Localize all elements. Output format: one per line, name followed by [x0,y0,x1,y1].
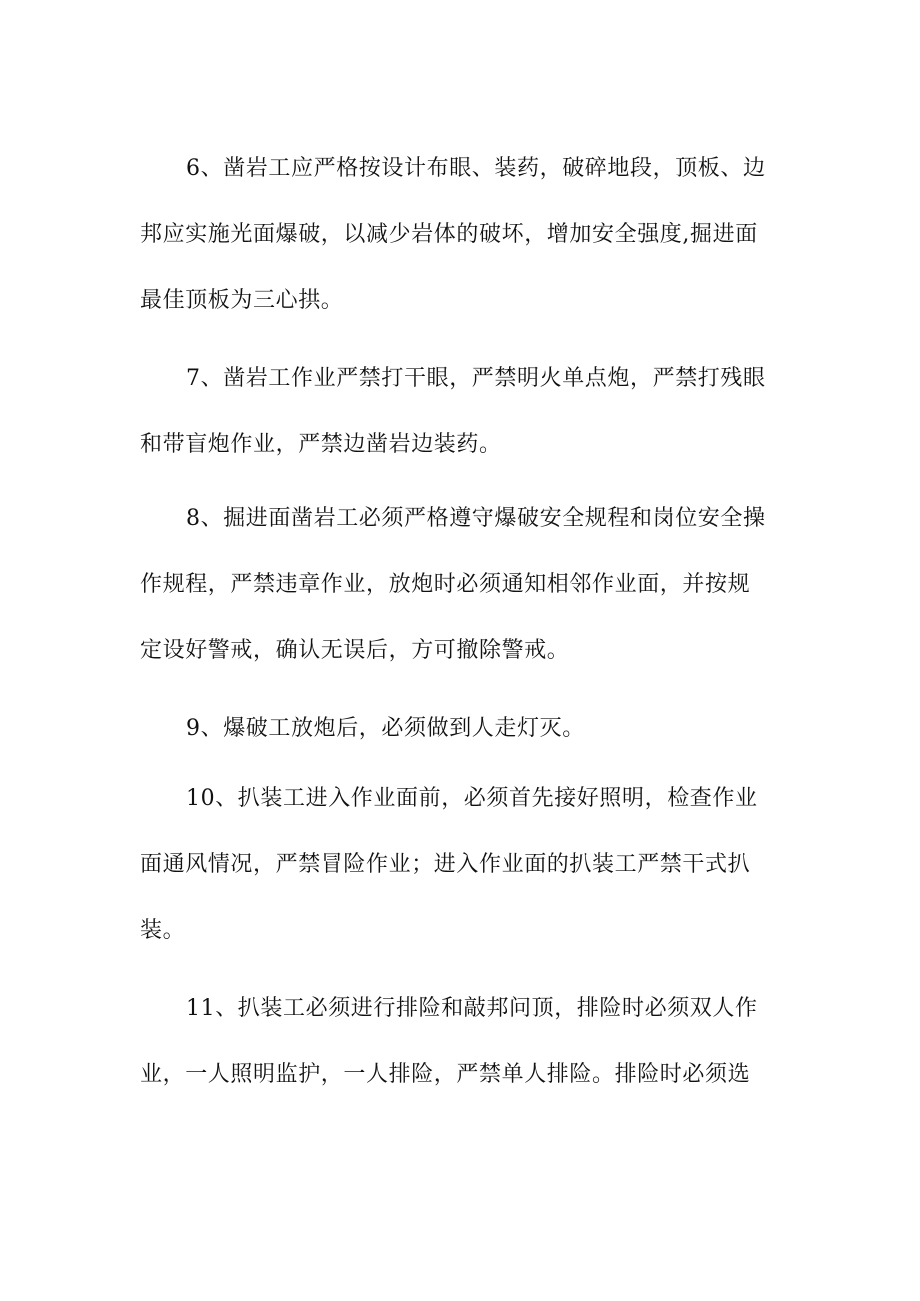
paragraph-line: 8、掘进面凿岩工必须严格遵守爆破安全规程和岗位安全操 [186,506,766,531]
paragraph-6 [140,136,780,334]
paragraph-line: 邦应实施光面爆破，以减少岩体的破坏，增加安全强度,掘进面 [140,222,758,247]
paragraph-8 [140,486,780,684]
paragraph-line: 最佳顶板为三心拱。 [140,288,344,313]
paragraph-line: 装。 [140,918,186,943]
paragraph-11 [140,976,780,1108]
paragraph-line: 定设好警戒，确认无误后，方可撤除警戒。 [140,638,570,663]
paragraph-line: 6、凿岩工应严格按设计布眼、装药，破碎地段，顶板、边 [186,156,766,181]
paragraph-7 [140,346,780,478]
paragraph-line: 10、扒装工进入作业面前，必须首先接好照明，检查作业 [186,786,758,811]
paragraph-10 [140,766,780,964]
paragraph-line: 作规程，严禁违章作业，放炮时必须通知相邻作业面，并按规 [140,572,751,597]
paragraph-line: 面通风情况，严禁冒险作业；进入作业面的扒装工严禁干式扒 [140,852,751,877]
paragraph-line: 9、爆破工放炮后，必须做到人走灯灭。 [186,716,585,741]
paragraph-9 [140,696,780,762]
paragraph-line: 业，一人照明监护，一人排险，严禁单人排险。排险时必须选 [140,1062,751,1087]
paragraph-line: 7、凿岩工作业严禁打干眼，严禁明火单点炮，严禁打残眼 [186,366,766,391]
paragraph-line: 11、扒装工必须进行排险和敲邦问顶，排险时必须双人作 [186,996,758,1021]
paragraph-line: 和带盲炮作业，严禁边凿岩边装药。 [140,432,502,457]
